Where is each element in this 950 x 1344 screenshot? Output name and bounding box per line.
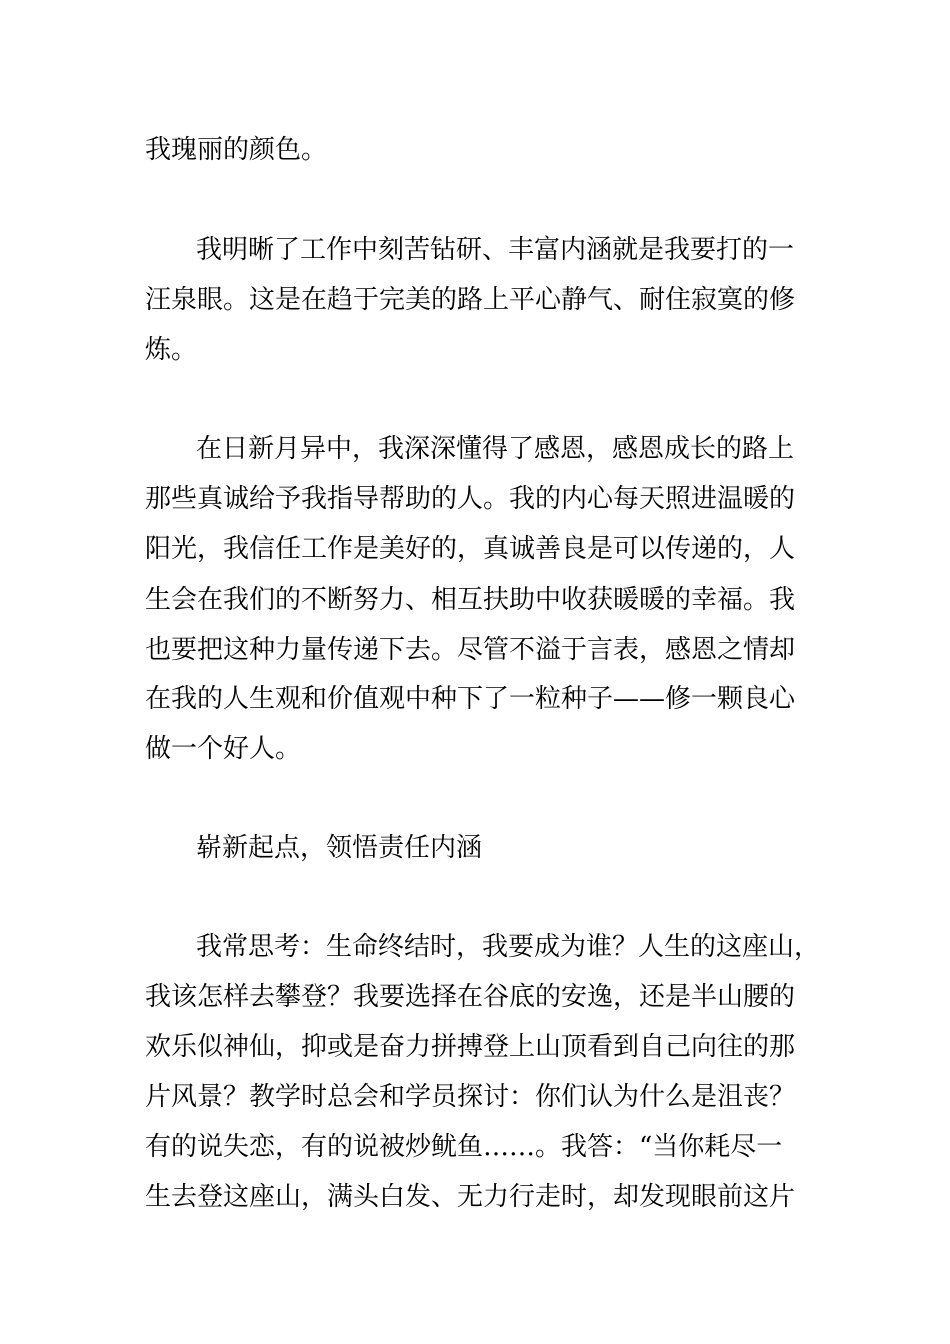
paragraph-line: 欢乐似神仙，抑或是奋力拼搏登上山顶看到自己向往的那 [145,1032,796,1062]
paragraph-line: 生会在我们的不断努力、相互扶助中收获暖暖的幸福。我 [145,585,796,615]
paragraph-line: 阳光，我信任工作是美好的，真诚善良是可以传递的，人 [145,534,796,564]
paragraph-line: 片风景？教学时总会和学员探讨：你们认为什么是沮丧？ [145,1082,796,1112]
paragraph-line: 在我的人生观和价值观中种下了一粒种子——修一颗良心 [145,684,796,714]
paragraph-line: 炼。 [145,335,198,365]
section-heading: 崭新起点，领悟责任内涵 [196,833,483,863]
paragraph-line: 汪泉眼。这是在趋于完美的路上平心静气、耐住寂寞的修 [145,285,796,315]
paragraph-line: 生去登这座山，满头白发、无力行走时，却发现眼前这片 [145,1182,796,1212]
paragraph-line: 我该怎样去攀登？我要选择在谷底的安逸，还是半山腰的 [145,982,796,1012]
paragraph-line: 有的说失恋，有的说被炒鱿鱼……。我答：“当你耗尽一 [145,1132,783,1162]
paragraph-line: 也要把这种力量传递下去。尽管不溢于言表，感恩之情却 [145,635,796,665]
paragraph-line: 做一个好人。 [145,734,302,764]
paragraph-line: 我常思考：生命终结时，我要成为谁？人生的这座山， [196,932,821,962]
paragraph-line: 我瑰丽的颜色。 [145,135,328,165]
paragraph-line: 那些真诚给予我指导帮助的人。我的内心每天照进温暖的 [145,484,796,514]
paragraph-line: 我明晰了工作中刻苦钻研、丰富内涵就是我要打的一 [196,235,795,265]
paragraph-line: 在日新月异中，我深深懂得了感恩，感恩成长的路上 [196,434,795,464]
